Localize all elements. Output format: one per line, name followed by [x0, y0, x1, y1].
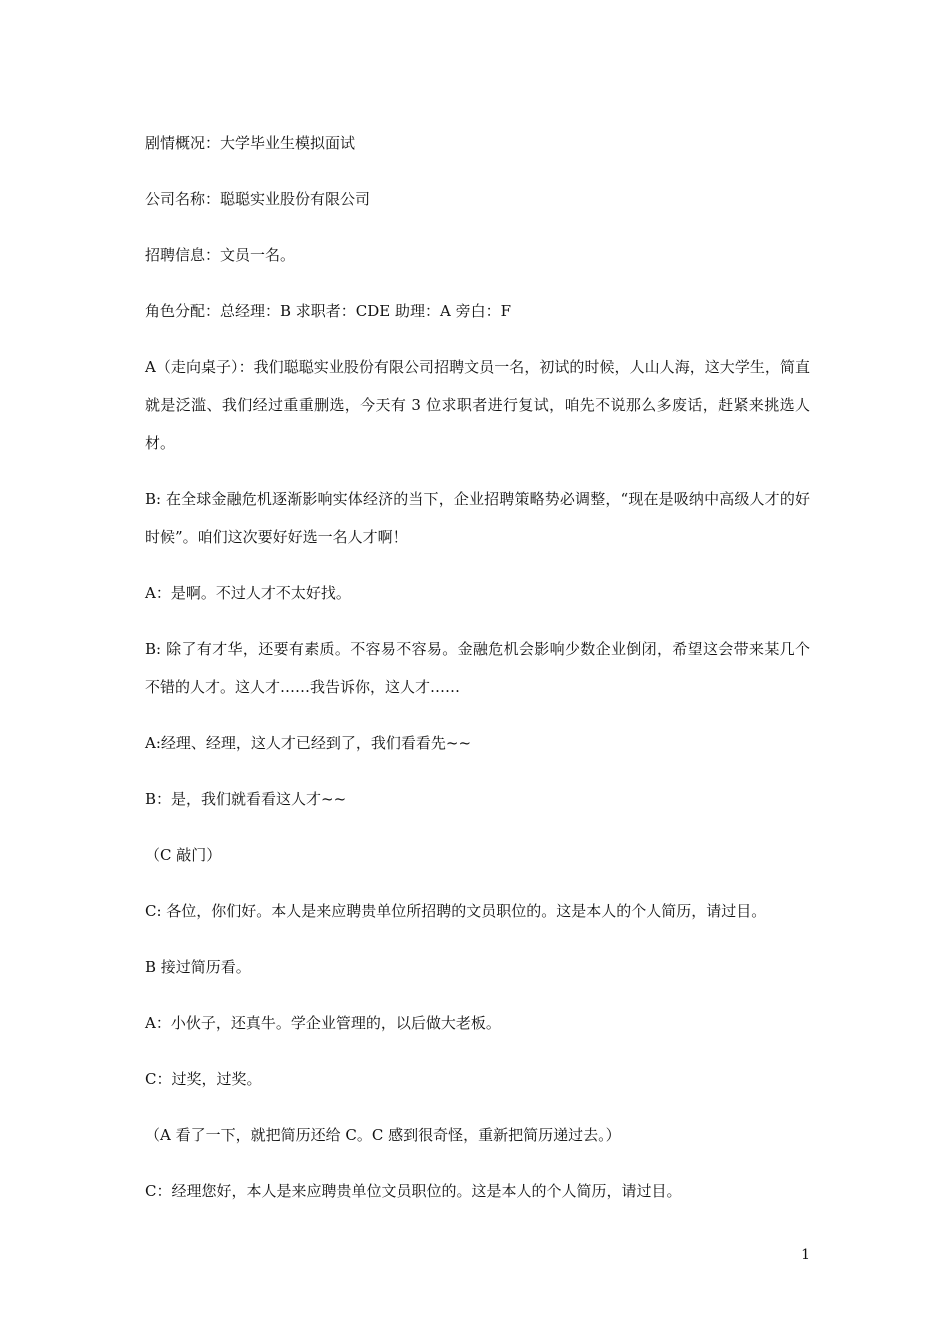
paragraph-recruitment-info: 招聘信息：文员一名。: [145, 246, 296, 264]
paragraph-dialogue-b-quality: B: 除了有才华，还要有素质。不容易不容易。金融危机会影响少数企业倒闭，希望这会带来某几个不错的人才。这人才……我告诉你，这人才……: [145, 640, 810, 696]
paragraph-dialogue-a-talent: A：是啊。不过人才不太好找。: [145, 584, 351, 602]
paragraph-plot-summary: 剧情概况：大学毕业生模拟面试: [145, 134, 356, 152]
paragraph-dialogue-a-praise: A：小伙子，还真牛。学企业管理的，以后做大老板。: [145, 1014, 501, 1032]
paragraph-dialogue-c-resubmit: C：经理您好，本人是来应聘贵单位文员职位的。这是本人的个人简历，请过目。: [145, 1182, 682, 1200]
paragraph-stage-c-knock: （C 敲门）: [145, 846, 222, 864]
paragraph-dialogue-b-strategy: B: 在全球金融危机逐渐影响实体经济的当下，企业招聘策略势必调整，“现在是吸纳中高级人才的好时候”。咱们这次要好好选一名人才啊！: [145, 490, 810, 546]
paragraph-company-name: 公司名称：聪聪实业股份有限公司: [145, 190, 371, 208]
page-number: 1: [801, 1247, 810, 1263]
paragraph-stage-b-resume: B 接过简历看。: [145, 958, 251, 976]
paragraph-dialogue-a-arrived: A:经理、经理，这人才已经到了，我们看看先~~: [145, 734, 472, 752]
paragraph-dialogue-b-look: B：是，我们就看看这人才~~: [145, 790, 347, 808]
document-body: [145, 124, 810, 1228]
paragraph-dialogue-c-thanks: C：过奖，过奖。: [145, 1070, 262, 1088]
paragraph-dialogue-a-intro: A（走向桌子）：我们聪聪实业股份有限公司招聘文员一名，初试的时候，人山人海，这大学生，简直就是泛滥、我们经过重重删选，今天有 3 位求职者进行复试，咱先不说那么多废话，赶紧来挑选人材。: [145, 358, 810, 452]
paragraph-role-assignment: 角色分配：总经理：B 求职者：CDE 助理：A 旁白：F: [145, 302, 512, 320]
paragraph-dialogue-c-greeting: C: 各位，你们好。本人是来应聘贵单位所招聘的文员职位的。这是本人的个人简历，请过目。: [145, 902, 767, 920]
paragraph-stage-a-return-resume: （A 看了一下，就把简历还给 C。C 感到很奇怪，重新把简历递过去。）: [145, 1126, 621, 1144]
